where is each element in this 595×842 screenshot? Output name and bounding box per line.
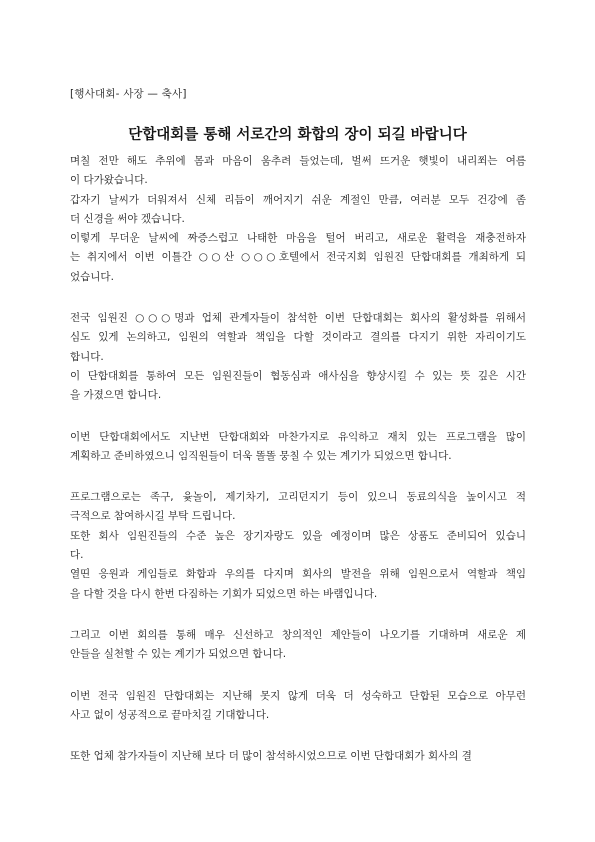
paragraph-line: 이번 단합대회에서도 지난번 단합대회와 마찬가지로 유익하고 재치 있는 프로그램을 많이 (70, 430, 526, 443)
paragraph-line: 을 다할 것을 다시 한번 다짐하는 기회가 되었으면 하는 바램입니다. (70, 587, 378, 600)
paragraph-line: 전국 임원진 ○○○명과 업체 관계자들이 참석한 이번 단합대회는 회사의 활성화를 위해서 (70, 312, 526, 325)
paragraph (70, 488, 526, 604)
document-category: [행사대회- 사장 — 축사] (70, 88, 187, 100)
paragraph (70, 152, 526, 287)
paragraph-line: 열띤 응원과 게임들로 화합과 우의를 다지며 회사의 발전을 위해 임원으로서 역할과 책임 (70, 568, 526, 581)
paragraph-line: 프로그램으로는 족구, 윷놀이, 제기차기, 고리던지기 등이 있으니 동료의식을 높이시고 적 (70, 491, 526, 504)
paragraph (70, 687, 526, 726)
paragraph-line: 또한 회사 임원진들의 수준 높은 장기자랑도 있을 예정이며 많은 상품도 준비되어 있습니 (70, 529, 526, 542)
paragraph-line: 갑자기 날씨가 더워져서 신체 리듬이 깨어지기 쉬운 계절인 만큼, 여러분 모두 건강에 좀 (70, 193, 526, 206)
paragraph-line: 이번 전국 임원진 단합대회는 지난해 못지 않게 더욱 더 성숙하고 단합된 모습으로 아무런 (70, 689, 526, 702)
paragraph-line: 심도 있게 논의하고, 임원의 역할과 책임을 다할 것이라고 결의를 다지기 위한 자리이기도 (70, 331, 526, 344)
paragraph (70, 309, 526, 405)
paragraph-line: 그리고 이번 회의를 통해 매우 신선하고 창의적인 제안들이 나오기를 기대하며 새로운 제 (70, 628, 526, 641)
paragraph-line: 이렇게 무더운 날씨에 짜증스럽고 나태한 마음을 털어 버리고, 새로운 활력을 재충전하자 (70, 232, 526, 245)
paragraph-line: 었습니다. (70, 270, 114, 283)
document-body (70, 152, 526, 788)
paragraph-line: 이 단합대회를 통하여 모든 임원진들이 협동심과 애사심을 향상시킬 수 있는 뜻 깊은 시간 (70, 369, 526, 382)
paragraph-line: 또한 업체 참가자들이 지난해 보다 더 많이 참석하시었으므로 이번 단합대회가 회사의 결 (70, 750, 472, 763)
paragraph-line: 사고 없이 성공적으로 끝마치길 기대합니다. (70, 708, 270, 721)
paragraph-line: 더 신경을 써야 겠습니다. (70, 212, 185, 225)
paragraph-line: 을 가졌으면 합니다. (70, 389, 162, 402)
paragraph-line: 다. (70, 549, 84, 562)
paragraph-line: 는 취지에서 이번 이틀간 ○○산 ○○○호텔에서 전국지회 임원진 단합대회를 개최하게 되 (70, 251, 526, 264)
paragraph-line: 계획하고 준비하였으니 임직원들이 더욱 똘똘 뭉칠 수 있는 계기가 되었으면 합니다. (70, 449, 452, 462)
paragraph-line: 이 다가왔습니다. (70, 174, 148, 187)
paragraph-line: 며칠 전만 해도 추위에 몸과 마음이 움추려 들었는데, 벌써 뜨거운 햇빛이 내리쬐는 여름 (70, 155, 526, 167)
paragraph-line: 극적으로 참여하시길 부탁 드립니다. (70, 510, 236, 523)
paragraph (70, 747, 526, 766)
paragraph-line: 안들을 실천할 수 있는 계기가 되었으면 합니다. (70, 648, 287, 661)
paragraph (70, 428, 526, 467)
paragraph-line: 합니다. (70, 350, 104, 363)
document-title: 단합대회를 통해 서로간의 화합의 장이 되길 바랍니다 (128, 127, 467, 143)
paragraph (70, 626, 526, 665)
